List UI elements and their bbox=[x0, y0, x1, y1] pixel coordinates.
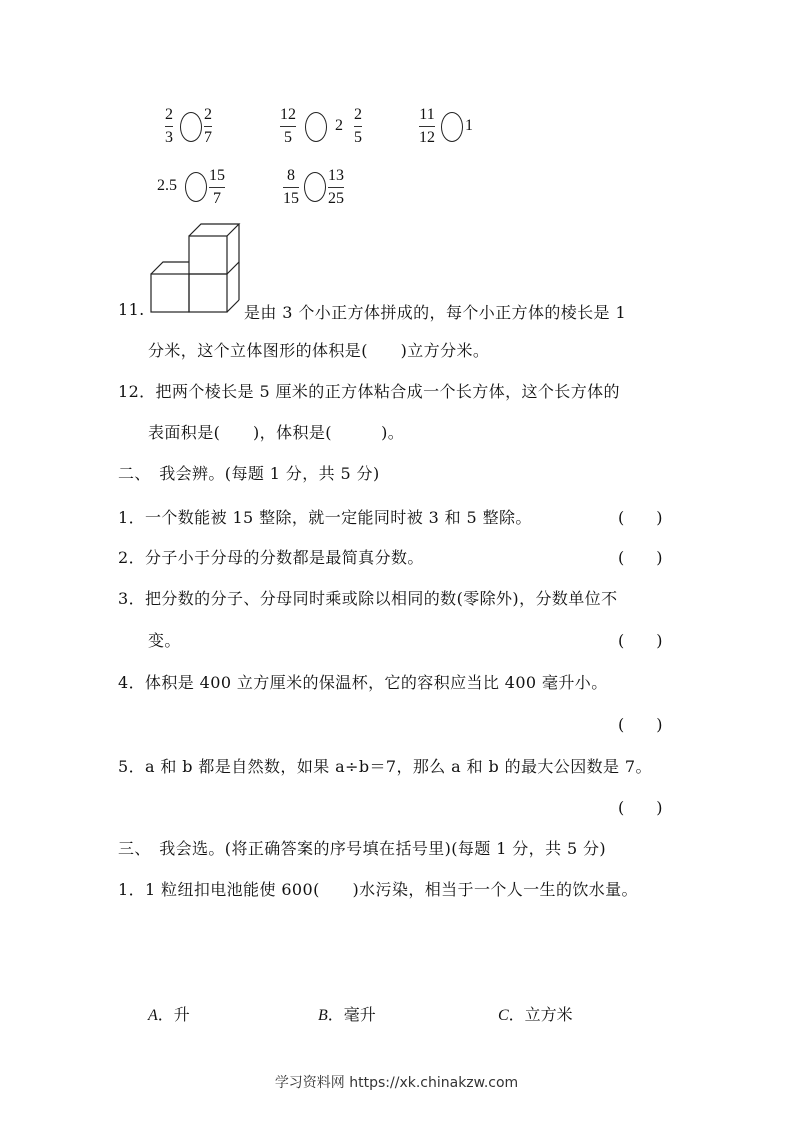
option-b[interactable]: B．毫升 bbox=[318, 1005, 376, 1024]
answer-paren[interactable]: ( ) bbox=[618, 715, 663, 734]
question-12-line1: 12．把两个棱长是 5 厘米的正方体粘合成一个长方体，这个长方体的 bbox=[118, 382, 620, 401]
question-11-line1: 是由 3 个小正方体拼成的，每个小正方体的棱长是 1 bbox=[244, 303, 627, 322]
fraction-12-5: 12 5 bbox=[280, 106, 296, 146]
option-a[interactable]: A．升 bbox=[148, 1005, 190, 1024]
fraction-13-25: 13 25 bbox=[328, 167, 344, 207]
section-2-title: 二、 我会辨。(每题 1 分，共 5 分) bbox=[118, 464, 380, 483]
answer-paren[interactable]: ( ) bbox=[618, 798, 663, 817]
question-12-line2: 表面积是( )，体积是( )。 bbox=[148, 423, 405, 442]
question-11-number: 11. bbox=[118, 300, 145, 319]
fraction-2-3: 2 3 bbox=[165, 106, 173, 146]
section-3-title: 三、 我会选。(将正确答案的序号填在括号里)(每题 1 分，共 5 分) bbox=[118, 839, 607, 858]
compare-oval[interactable] bbox=[185, 172, 207, 202]
option-c[interactable]: C．立方米 bbox=[498, 1005, 573, 1024]
value-one: 1 bbox=[465, 117, 473, 134]
judge-item-4: 4．体积是 400 立方厘米的保温杯，它的容积应当比 400 毫升小。 bbox=[118, 673, 608, 692]
compare-oval[interactable] bbox=[304, 172, 326, 202]
judge-item-3-cont: 变。 bbox=[148, 631, 181, 650]
fraction-11-12: 11 12 bbox=[419, 106, 435, 146]
fraction-8-15: 8 15 bbox=[283, 167, 299, 207]
cube-figure bbox=[149, 222, 245, 318]
judge-item-5: 5．a 和 b 都是自然数，如果 a÷b＝7，那么 a 和 b 的最大公因数是 7。 bbox=[118, 757, 652, 776]
judge-item-3: 3．把分数的分子、分母同时乘或除以相同的数(零除外)，分数单位不 bbox=[118, 589, 618, 608]
question-11-line2: 分米，这个立体图形的体积是( )立方分米。 bbox=[148, 341, 490, 360]
compare-oval[interactable] bbox=[305, 112, 327, 142]
fraction-2-5: 2 5 bbox=[354, 106, 362, 146]
compare-oval[interactable] bbox=[441, 112, 463, 142]
compare-oval[interactable] bbox=[180, 112, 202, 142]
fraction-2-7: 2 7 bbox=[204, 106, 212, 146]
value-2-5: 2.5 bbox=[157, 177, 177, 194]
answer-paren[interactable]: ( ) bbox=[618, 548, 663, 567]
judge-item-1: 1．一个数能被 15 整除，就一定能同时被 3 和 5 整除。 bbox=[118, 508, 532, 527]
answer-paren[interactable]: ( ) bbox=[618, 508, 663, 527]
choice-question-1: 1．1 粒纽扣电池能使 600( )水污染，相当于一个人一生的饮水量。 bbox=[118, 880, 638, 899]
fraction-15-7: 15 7 bbox=[209, 167, 225, 207]
answer-paren[interactable]: ( ) bbox=[618, 631, 663, 650]
whole-number: 2 bbox=[335, 117, 343, 134]
footer-watermark: 学习资料网 https://xk.chinakzw.com bbox=[274, 1075, 519, 1091]
judge-item-2: 2．分子小于分母的分数都是最简真分数。 bbox=[118, 548, 424, 567]
